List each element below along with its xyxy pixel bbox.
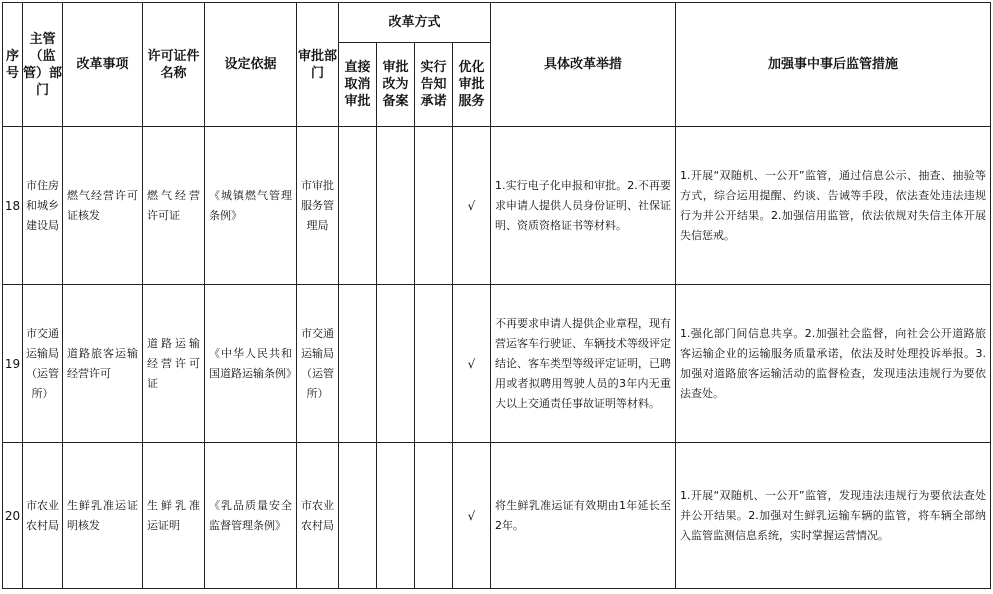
cell-item: 生鲜乳准运证明核发 — [63, 443, 143, 589]
header-mode-optimize: 优化审批服务 — [453, 43, 491, 127]
cell-supervision: 1.开展“双随机、一公开”监管，通过信息公示、抽查、抽验等方式，综合运用提醒、约谈、告诫等手段，依法查处违法违规行为并公开结果。2.加强信用监管，依法依规对失信主体开展失信惩戒。 — [676, 127, 991, 285]
cell-mode-record — [377, 127, 415, 285]
cell-mode-optimize: √ — [453, 127, 491, 285]
cell-mode-notify — [415, 127, 453, 285]
header-approver: 审批部门 — [297, 3, 339, 127]
reform-table — [2, 2, 991, 589]
cell-mode-record — [377, 443, 415, 589]
header-dept: 主管（监管）部门 — [23, 3, 63, 127]
cell-measures: 1.实行电子化申报和审批。2.不再要求申请人提供人员身份证明、社保证明、资质资格证书等材料。 — [491, 127, 676, 285]
cell-mode-notify — [415, 443, 453, 589]
header-mode-group: 改革方式 — [339, 3, 491, 43]
header-seq: 序号 — [3, 3, 23, 127]
cell-dept: 市农业农村局 — [23, 443, 63, 589]
cell-mode-cancel — [339, 127, 377, 285]
header-row-top — [3, 3, 991, 43]
header-mode-cancel: 直接取消审批 — [339, 43, 377, 127]
cell-dept: 市交通运输局（运管所） — [23, 285, 63, 443]
cell-supervision: 1.开展“双随机、一公开”监管，发现违法违规行为要依法查处并公开结果。2.加强对生鲜乳运输车辆的监管，将车辆全部纳入监管监测信息系统，实时掌握运营情况。 — [676, 443, 991, 589]
cell-mode-optimize: √ — [453, 285, 491, 443]
cell-seq: 18 — [3, 127, 23, 285]
table-row — [3, 443, 991, 589]
cell-license: 生鲜乳准运证明 — [143, 443, 205, 589]
cell-seq: 20 — [3, 443, 23, 589]
cell-seq: 19 — [3, 285, 23, 443]
table-row — [3, 285, 991, 443]
header-supervision: 加强事中事后监管措施 — [676, 3, 991, 127]
header-license: 许可证件名称 — [143, 3, 205, 127]
cell-item: 燃气经营许可证核发 — [63, 127, 143, 285]
cell-dept: 市住房和城乡建设局 — [23, 127, 63, 285]
cell-approver: 市审批服务管理局 — [297, 127, 339, 285]
cell-supervision: 1.强化部门间信息共享。2.加强社会监督，向社会公开道路旅客运输企业的运输服务质量承诺，依法及时处理投诉举报。3.加强对道路旅客运输活动的监督检查，发现违法违规行为要依法查处。 — [676, 285, 991, 443]
cell-item: 道路旅客运输经营许可 — [63, 285, 143, 443]
cell-basis: 《城镇燃气管理条例》 — [205, 127, 297, 285]
cell-mode-optimize: √ — [453, 443, 491, 589]
cell-mode-record — [377, 285, 415, 443]
cell-approver: 市农业农村局 — [297, 443, 339, 589]
header-item: 改革事项 — [63, 3, 143, 127]
header-basis: 设定依据 — [205, 3, 297, 127]
header-mode-notify: 实行告知承诺 — [415, 43, 453, 127]
cell-approver: 市交通运输局（运管所） — [297, 285, 339, 443]
cell-license: 燃气经营许可证 — [143, 127, 205, 285]
table-row — [3, 127, 991, 285]
cell-basis: 《中华人民共和国道路运输条例》 — [205, 285, 297, 443]
header-measures: 具体改革举措 — [491, 3, 676, 127]
header-mode-record: 审批改为备案 — [377, 43, 415, 127]
cell-measures: 不再要求申请人提供企业章程，现有营运客车行驶证、车辆技术等级评定结论、客车类型等级评定证明，已聘用或者拟聘用驾驶人员的3年内无重大以上交通责任事故证明等材料。 — [491, 285, 676, 443]
cell-mode-cancel — [339, 443, 377, 589]
cell-basis: 《乳品质量安全监督管理条例》 — [205, 443, 297, 589]
cell-measures: 将生鲜乳准运证有效期由1年延长至2年。 — [491, 443, 676, 589]
cell-mode-cancel — [339, 285, 377, 443]
cell-mode-notify — [415, 285, 453, 443]
cell-license: 道路运输经营许可证 — [143, 285, 205, 443]
